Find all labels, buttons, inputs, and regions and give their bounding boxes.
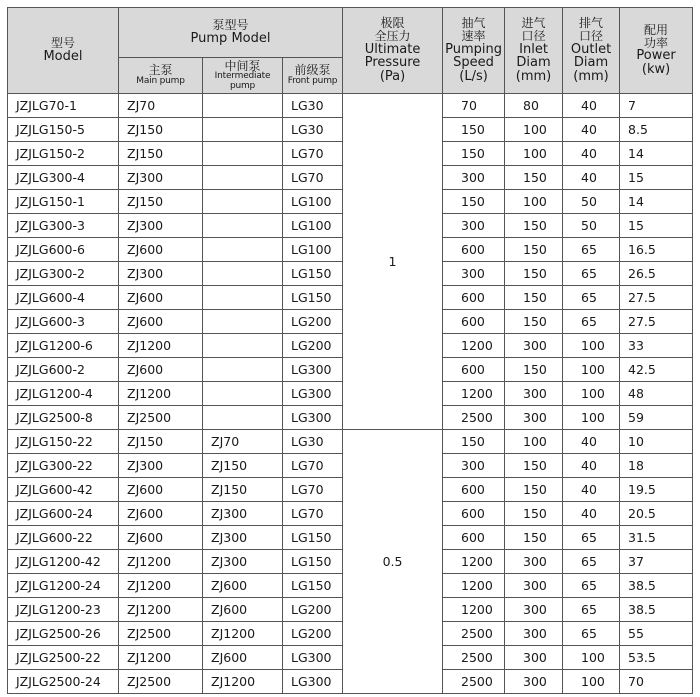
cell-front-pump: LG70 (283, 166, 343, 190)
cell-outlet-diam: 65 (563, 286, 620, 310)
cell-power: 27.5 (620, 286, 693, 310)
header-pumping-speed-en1: Pumping (445, 41, 502, 57)
header-pumping-speed-zh2: 速率 (461, 29, 486, 44)
cell-front-pump: LG200 (283, 622, 343, 646)
cell-main-pump: ZJ600 (119, 286, 203, 310)
cell-pumping-speed: 600 (443, 478, 505, 502)
cell-pumping-speed: 600 (443, 358, 505, 382)
cell-model: JZJLG70-1 (8, 94, 119, 118)
cell-intermediate-pump: ZJ150 (203, 454, 283, 478)
cell-outlet-diam: 40 (563, 478, 620, 502)
cell-front-pump: LG200 (283, 598, 343, 622)
cell-model: JZJLG2500-26 (8, 622, 119, 646)
cell-inlet-diam: 300 (505, 646, 563, 670)
header-pumping-speed-unit: (L/s) (459, 68, 488, 84)
header-power-zh1: 配用 (644, 23, 669, 38)
cell-inlet-diam: 150 (505, 214, 563, 238)
cell-pumping-speed: 150 (443, 118, 505, 142)
cell-inlet-diam: 300 (505, 670, 563, 694)
cell-pumping-speed: 1200 (443, 574, 505, 598)
cell-intermediate-pump (203, 238, 283, 262)
cell-pumping-speed: 1200 (443, 382, 505, 406)
cell-main-pump: ZJ2500 (119, 670, 203, 694)
header-model-en: Model (43, 48, 83, 64)
cell-intermediate-pump (203, 214, 283, 238)
header-ultimate-pressure-unit: (Pa) (379, 68, 406, 84)
header-pumping-speed-en2: Speed (453, 55, 494, 71)
cell-model: JZJLG600-22 (8, 526, 119, 550)
cell-power: 19.5 (620, 478, 693, 502)
cell-model: JZJLG600-2 (8, 358, 119, 382)
cell-model: JZJLG1200-4 (8, 382, 119, 406)
cell-model: JZJLG600-42 (8, 478, 119, 502)
header-pumping-speed (443, 8, 505, 94)
header-power-en1: Power (636, 48, 676, 64)
cell-main-pump: ZJ300 (119, 214, 203, 238)
cell-outlet-diam: 65 (563, 262, 620, 286)
cell-intermediate-pump (203, 166, 283, 190)
header-pump-model-zh: 泵型号 (212, 18, 249, 33)
cell-pumping-speed: 70 (443, 94, 505, 118)
header-inlet-diam-zh2: 口径 (521, 29, 546, 44)
cell-power: 55 (620, 622, 693, 646)
header-main-pump-en: Main pump (136, 76, 185, 87)
header-outlet-diam-zh1: 排气 (579, 16, 604, 31)
cell-intermediate-pump (203, 406, 283, 430)
cell-model: JZJLG150-22 (8, 430, 119, 454)
header-inlet-diam-unit: (mm) (515, 68, 552, 84)
cell-intermediate-pump: ZJ300 (203, 526, 283, 550)
cell-power: 14 (620, 142, 693, 166)
cell-outlet-diam: 100 (563, 670, 620, 694)
header-main-pump (119, 58, 203, 94)
cell-outlet-diam: 40 (563, 166, 620, 190)
cell-intermediate-pump: ZJ70 (203, 430, 283, 454)
spec-table-container (7, 7, 693, 694)
table-row (8, 94, 693, 118)
header-outlet-diam-unit: (mm) (573, 68, 609, 84)
cell-outlet-diam: 100 (563, 334, 620, 358)
cell-front-pump: LG200 (283, 310, 343, 334)
header-outlet-diam-zh2: 口径 (579, 29, 604, 44)
cell-main-pump: ZJ1200 (119, 574, 203, 598)
cell-outlet-diam: 100 (563, 382, 620, 406)
cell-inlet-diam: 150 (505, 262, 563, 286)
cell-model: JZJLG300-4 (8, 166, 119, 190)
cell-inlet-diam: 150 (505, 478, 563, 502)
header-outlet-diam (563, 8, 620, 94)
header-inlet-diam-zh1: 进气 (521, 16, 546, 31)
cell-front-pump: LG300 (283, 358, 343, 382)
table-row (8, 430, 693, 454)
header-ultimate-pressure-en2: Pressure (364, 55, 421, 71)
cell-pumping-speed: 600 (443, 238, 505, 262)
cell-outlet-diam: 40 (563, 430, 620, 454)
cell-intermediate-pump: ZJ1200 (203, 670, 283, 694)
cell-main-pump: ZJ600 (119, 526, 203, 550)
cell-intermediate-pump (203, 334, 283, 358)
cell-main-pump: ZJ150 (119, 118, 203, 142)
header-power (620, 8, 693, 94)
cell-intermediate-pump: ZJ300 (203, 502, 283, 526)
header-inlet-diam (505, 8, 563, 94)
cell-inlet-diam: 100 (505, 118, 563, 142)
cell-pumping-speed: 600 (443, 310, 505, 334)
cell-pumping-speed: 2500 (443, 622, 505, 646)
cell-model: JZJLG600-24 (8, 502, 119, 526)
cell-model: JZJLG2500-22 (8, 646, 119, 670)
cell-model: JZJLG600-3 (8, 310, 119, 334)
cell-front-pump: LG150 (283, 286, 343, 310)
cell-pumping-speed: 150 (443, 142, 505, 166)
cell-power: 7 (620, 94, 693, 118)
cell-inlet-diam: 150 (505, 358, 563, 382)
cell-model: JZJLG2500-24 (8, 670, 119, 694)
cell-main-pump: ZJ1200 (119, 550, 203, 574)
cell-power: 38.5 (620, 598, 693, 622)
cell-front-pump: LG300 (283, 382, 343, 406)
cell-inlet-diam: 300 (505, 406, 563, 430)
header-intermediate-pump-en: Intermediate pump (214, 71, 271, 91)
cell-power: 15 (620, 214, 693, 238)
cell-main-pump: ZJ2500 (119, 622, 203, 646)
cell-main-pump: ZJ1200 (119, 334, 203, 358)
cell-front-pump: LG70 (283, 142, 343, 166)
header-pump-model-en: Pump Model (190, 30, 271, 46)
cell-power: 26.5 (620, 262, 693, 286)
cell-inlet-diam: 150 (505, 286, 563, 310)
table-body (8, 94, 693, 694)
cell-main-pump: ZJ1200 (119, 382, 203, 406)
cell-pumping-speed: 300 (443, 454, 505, 478)
cell-intermediate-pump: ZJ150 (203, 478, 283, 502)
cell-intermediate-pump (203, 262, 283, 286)
cell-model: JZJLG150-5 (8, 118, 119, 142)
header-power-unit: (kw) (641, 62, 671, 78)
cell-inlet-diam: 150 (505, 310, 563, 334)
vacuum-pump-spec-table (7, 7, 693, 694)
cell-model: JZJLG300-3 (8, 214, 119, 238)
header-main-pump-zh: 主泵 (148, 63, 173, 78)
header-intermediate-pump (203, 58, 283, 94)
cell-main-pump: ZJ300 (119, 166, 203, 190)
cell-outlet-diam: 40 (563, 142, 620, 166)
cell-inlet-diam: 300 (505, 622, 563, 646)
cell-main-pump: ZJ600 (119, 238, 203, 262)
cell-outlet-diam: 65 (563, 598, 620, 622)
cell-front-pump: LG70 (283, 478, 343, 502)
cell-front-pump: LG30 (283, 430, 343, 454)
cell-front-pump: LG100 (283, 190, 343, 214)
cell-power: 18 (620, 454, 693, 478)
cell-main-pump: ZJ150 (119, 430, 203, 454)
cell-main-pump: ZJ600 (119, 502, 203, 526)
cell-intermediate-pump (203, 286, 283, 310)
cell-front-pump: LG150 (283, 262, 343, 286)
cell-model: JZJLG600-4 (8, 286, 119, 310)
cell-outlet-diam: 65 (563, 310, 620, 334)
cell-power: 42.5 (620, 358, 693, 382)
cell-main-pump: ZJ300 (119, 262, 203, 286)
cell-model: JZJLG1200-42 (8, 550, 119, 574)
cell-pumping-speed: 300 (443, 166, 505, 190)
cell-outlet-diam: 50 (563, 214, 620, 238)
cell-model: JZJLG150-2 (8, 142, 119, 166)
cell-inlet-diam: 150 (505, 238, 563, 262)
cell-outlet-diam: 65 (563, 238, 620, 262)
cell-intermediate-pump: ZJ1200 (203, 622, 283, 646)
cell-power: 16.5 (620, 238, 693, 262)
header-inlet-diam-en2: Diam (516, 55, 551, 71)
cell-pumping-speed: 600 (443, 286, 505, 310)
cell-intermediate-pump (203, 118, 283, 142)
cell-intermediate-pump (203, 382, 283, 406)
cell-power: 27.5 (620, 310, 693, 334)
cell-main-pump: ZJ300 (119, 454, 203, 478)
cell-inlet-diam: 150 (505, 166, 563, 190)
cell-front-pump: LG100 (283, 214, 343, 238)
cell-outlet-diam: 100 (563, 358, 620, 382)
cell-pumping-speed: 2500 (443, 670, 505, 694)
cell-outlet-diam: 65 (563, 622, 620, 646)
header-inlet-diam-en1: Inlet (519, 41, 548, 57)
header-front-pump-en: Front pump (287, 76, 338, 87)
cell-pumping-speed: 150 (443, 190, 505, 214)
cell-inlet-diam: 300 (505, 574, 563, 598)
cell-power: 20.5 (620, 502, 693, 526)
cell-inlet-diam: 100 (505, 142, 563, 166)
cell-model: JZJLG1200-24 (8, 574, 119, 598)
cell-power: 37 (620, 550, 693, 574)
cell-model: JZJLG1200-6 (8, 334, 119, 358)
cell-pumping-speed: 1200 (443, 334, 505, 358)
cell-intermediate-pump (203, 358, 283, 382)
cell-outlet-diam: 50 (563, 190, 620, 214)
cell-front-pump: LG30 (283, 94, 343, 118)
cell-power: 53.5 (620, 646, 693, 670)
cell-main-pump: ZJ150 (119, 190, 203, 214)
header-ultimate-pressure-zh1: 极限 (380, 16, 405, 31)
cell-intermediate-pump (203, 142, 283, 166)
cell-intermediate-pump: ZJ600 (203, 574, 283, 598)
cell-model: JZJLG600-6 (8, 238, 119, 262)
cell-front-pump: LG300 (283, 670, 343, 694)
cell-inlet-diam: 100 (505, 430, 563, 454)
header-power-zh2: 功率 (644, 35, 669, 50)
cell-model: JZJLG300-2 (8, 262, 119, 286)
header-outlet-diam-en1: Outlet (570, 41, 612, 57)
cell-intermediate-pump: ZJ600 (203, 646, 283, 670)
cell-inlet-diam: 300 (505, 382, 563, 406)
cell-inlet-diam: 150 (505, 502, 563, 526)
cell-inlet-diam: 80 (505, 94, 563, 118)
header-outlet-diam-en2: Diam (573, 55, 609, 71)
cell-model: JZJLG150-1 (8, 190, 119, 214)
cell-inlet-diam: 150 (505, 526, 563, 550)
cell-model: JZJLG1200-23 (8, 598, 119, 622)
cell-inlet-diam: 300 (505, 334, 563, 358)
table-header (8, 8, 693, 94)
cell-ultimate-pressure: 1 (343, 94, 443, 430)
cell-pumping-speed: 2500 (443, 406, 505, 430)
cell-main-pump: ZJ600 (119, 310, 203, 334)
header-pumping-speed-zh1: 抽气 (461, 16, 486, 31)
cell-main-pump: ZJ1200 (119, 646, 203, 670)
cell-outlet-diam: 40 (563, 454, 620, 478)
cell-pumping-speed: 2500 (443, 646, 505, 670)
cell-pumping-speed: 300 (443, 214, 505, 238)
cell-intermediate-pump: ZJ600 (203, 598, 283, 622)
cell-power: 59 (620, 406, 693, 430)
cell-power: 70 (620, 670, 693, 694)
header-intermediate-pump-zh: 中间泵 (224, 58, 261, 73)
cell-power: 14 (620, 190, 693, 214)
cell-pumping-speed: 1200 (443, 598, 505, 622)
cell-front-pump: LG300 (283, 646, 343, 670)
cell-inlet-diam: 100 (505, 190, 563, 214)
cell-main-pump: ZJ1200 (119, 598, 203, 622)
cell-power: 38.5 (620, 574, 693, 598)
cell-front-pump: LG300 (283, 406, 343, 430)
cell-model: JZJLG2500-8 (8, 406, 119, 430)
cell-front-pump: LG70 (283, 454, 343, 478)
cell-outlet-diam: 65 (563, 526, 620, 550)
cell-front-pump: LG150 (283, 526, 343, 550)
cell-front-pump: LG100 (283, 238, 343, 262)
cell-front-pump: LG70 (283, 502, 343, 526)
cell-outlet-diam: 40 (563, 502, 620, 526)
cell-outlet-diam: 40 (563, 118, 620, 142)
cell-power: 10 (620, 430, 693, 454)
cell-outlet-diam: 65 (563, 550, 620, 574)
cell-outlet-diam: 100 (563, 646, 620, 670)
header-front-pump (283, 58, 343, 94)
cell-power: 31.5 (620, 526, 693, 550)
header-model-zh: 型号 (50, 36, 75, 51)
cell-outlet-diam: 40 (563, 94, 620, 118)
cell-main-pump: ZJ600 (119, 358, 203, 382)
cell-pumping-speed: 600 (443, 502, 505, 526)
cell-pumping-speed: 600 (443, 526, 505, 550)
cell-front-pump: LG200 (283, 334, 343, 358)
header-ultimate-pressure-zh2: 全压力 (374, 29, 411, 44)
cell-power: 8.5 (620, 118, 693, 142)
cell-intermediate-pump (203, 190, 283, 214)
cell-main-pump: ZJ150 (119, 142, 203, 166)
header-front-pump-zh: 前级泵 (294, 63, 331, 78)
cell-power: 15 (620, 166, 693, 190)
cell-main-pump: ZJ70 (119, 94, 203, 118)
cell-pumping-speed: 1200 (443, 550, 505, 574)
cell-intermediate-pump (203, 310, 283, 334)
cell-inlet-diam: 300 (505, 598, 563, 622)
cell-main-pump: ZJ600 (119, 478, 203, 502)
cell-inlet-diam: 150 (505, 454, 563, 478)
header-model (8, 8, 119, 94)
header-ultimate-pressure-en1: Ultimate (364, 41, 421, 57)
cell-model: JZJLG300-22 (8, 454, 119, 478)
cell-power: 33 (620, 334, 693, 358)
cell-pumping-speed: 150 (443, 430, 505, 454)
cell-inlet-diam: 300 (505, 550, 563, 574)
cell-front-pump: LG150 (283, 574, 343, 598)
header-pump-model (119, 8, 343, 58)
cell-ultimate-pressure: 0.5 (343, 430, 443, 694)
header-ultimate-pressure (343, 8, 443, 94)
cell-outlet-diam: 65 (563, 574, 620, 598)
cell-intermediate-pump (203, 94, 283, 118)
cell-front-pump: LG150 (283, 550, 343, 574)
cell-power: 48 (620, 382, 693, 406)
cell-outlet-diam: 100 (563, 406, 620, 430)
cell-front-pump: LG30 (283, 118, 343, 142)
cell-intermediate-pump: ZJ300 (203, 550, 283, 574)
cell-main-pump: ZJ2500 (119, 406, 203, 430)
cell-pumping-speed: 300 (443, 262, 505, 286)
